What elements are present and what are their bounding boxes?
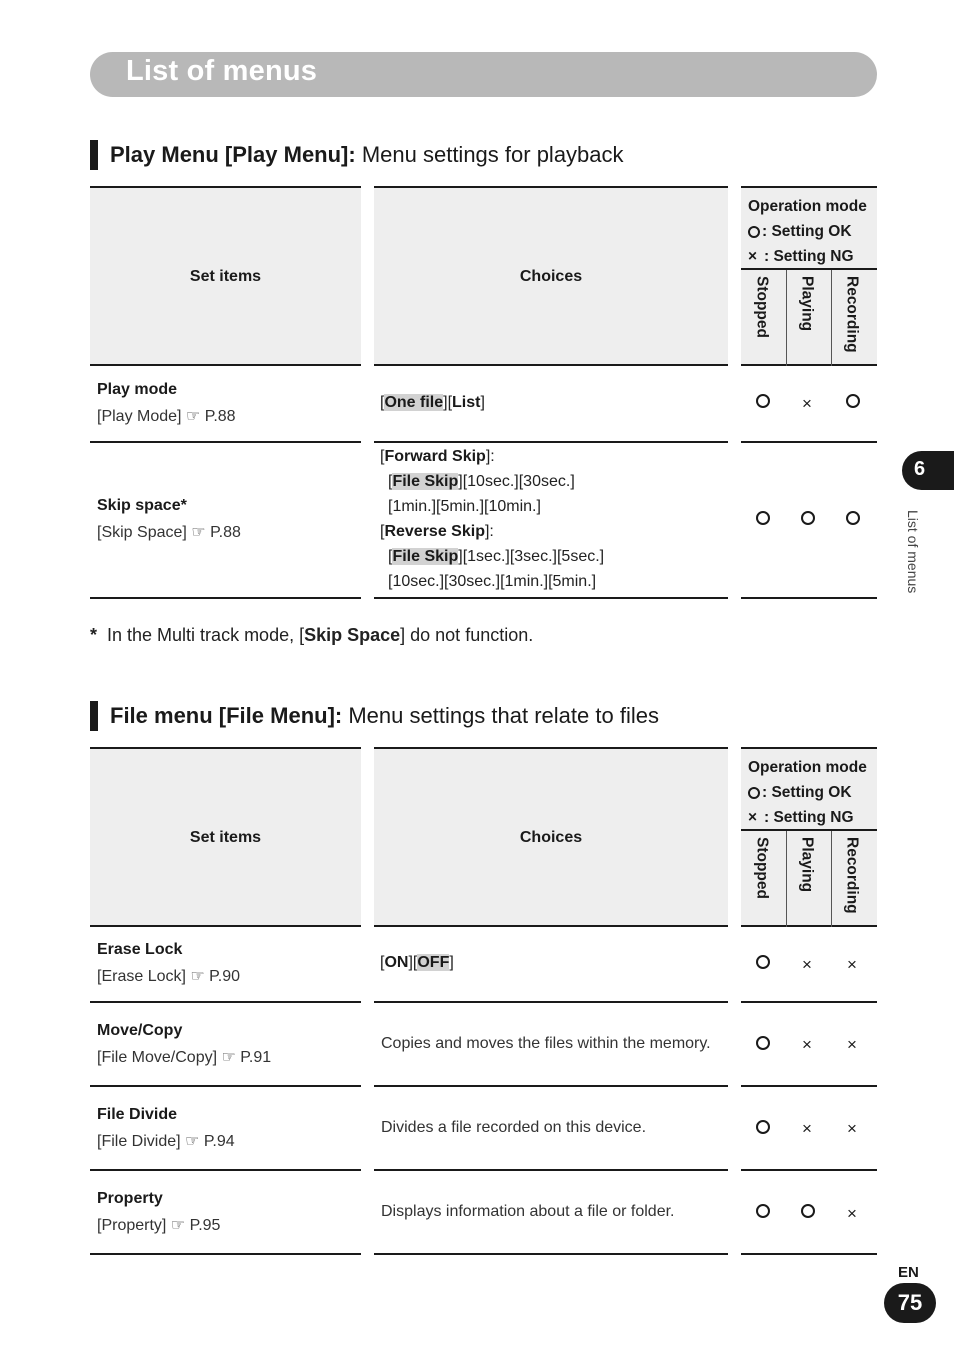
table-row-marks	[741, 443, 877, 599]
default-choice: File Skip	[392, 548, 459, 565]
cross-icon: ×	[847, 1204, 857, 1223]
item-name: File Divide	[97, 1106, 178, 1123]
row-description: Copies and moves the files within the memory.	[381, 1035, 711, 1052]
choice: List	[452, 394, 481, 411]
choices-header-label: Choices	[519, 829, 583, 846]
page-title: List of menus	[126, 55, 318, 87]
forward-skip-label: Forward Skip	[384, 448, 486, 465]
ok-legend	[748, 219, 867, 244]
circle-icon	[756, 394, 770, 408]
file-menu-heading-text	[110, 701, 659, 731]
heading-marker	[90, 140, 98, 170]
circle-icon	[846, 394, 860, 408]
row-description: Displays information about a file or folder.	[381, 1203, 675, 1220]
item-name: Play mode	[97, 381, 178, 398]
set-items-header-label: Set items	[189, 829, 262, 846]
row-description: Divides a file recorded on this device.	[381, 1119, 647, 1136]
item-ref: [Skip Space] ☞ P.88	[97, 524, 241, 541]
heading-marker	[90, 701, 98, 731]
circle-icon	[748, 226, 760, 238]
reverse-skip-label: Reverse Skip	[384, 523, 485, 540]
file-menu-heading-rest: Menu settings that relate to files	[342, 703, 659, 728]
language-label: EN	[898, 1264, 919, 1281]
default-choice: One file	[384, 394, 444, 411]
cross-icon: ×	[802, 1035, 812, 1054]
item-ref: [Property] ☞ P.95	[97, 1217, 221, 1234]
column-divider	[831, 270, 832, 366]
table-row-choices	[374, 927, 728, 1003]
operation-mode-header	[741, 747, 877, 927]
play-menu-heading-text	[110, 140, 624, 170]
cross-icon: ×	[802, 394, 812, 413]
choice-line: [One file][List]	[380, 394, 485, 411]
recording-header: Recording	[843, 276, 861, 353]
circle-icon	[748, 787, 760, 799]
ok-legend	[748, 780, 867, 805]
table-row-set-item	[90, 927, 361, 1003]
item-ref: [File Divide] ☞ P.94	[97, 1133, 235, 1150]
item-name: Erase Lock	[97, 941, 183, 958]
operation-mode-title: Operation mode	[748, 759, 867, 776]
cross-icon: ×	[847, 1035, 857, 1054]
table-row-marks	[741, 1003, 877, 1087]
operation-mode-legend	[748, 755, 867, 830]
cross-icon: ×	[802, 955, 812, 974]
footnote-pre: In the Multi track mode, [	[107, 625, 305, 645]
table-row-marks	[741, 927, 877, 1003]
play-menu-heading-rest: Menu settings for playback	[355, 142, 624, 167]
set-items-header	[90, 747, 361, 927]
file-menu-heading-bold: File menu [File Menu]:	[110, 703, 343, 728]
column-divider	[831, 831, 832, 927]
cross-icon: ×	[748, 809, 758, 826]
cross-icon: ×	[847, 955, 857, 974]
table-row-set-item	[90, 1171, 361, 1255]
page-title-bar	[90, 52, 877, 97]
default-choice: File Skip	[392, 473, 459, 490]
operation-mode-legend	[748, 194, 867, 269]
ok-legend-text: : Setting OK	[762, 223, 852, 240]
chapter-number: 6	[914, 458, 926, 480]
set-items-header-label: Set items	[189, 268, 262, 285]
playing-header: Playing	[798, 276, 816, 332]
circle-icon	[801, 1204, 815, 1218]
chapter-tab-label: List of menus	[905, 510, 921, 594]
table-row-marks	[741, 1087, 877, 1171]
table-row-choices	[374, 366, 728, 443]
column-divider	[786, 831, 787, 927]
item-ref: [Play Mode] ☞ P.88	[97, 408, 236, 425]
item-name: Property	[97, 1190, 163, 1207]
stopped-header: Stopped	[753, 837, 771, 899]
choice-line: [Forward Skip]:	[380, 448, 495, 465]
table-row-marks	[741, 1171, 877, 1255]
choices-header	[374, 747, 728, 927]
choice-line: [Reverse Skip]:	[380, 523, 494, 540]
column-divider	[786, 270, 787, 366]
operation-mode-header	[741, 186, 877, 366]
stopped-header: Stopped	[753, 276, 771, 338]
choice-line: [1min.][5min.][10min.]	[388, 498, 541, 515]
operation-mode-title: Operation mode	[748, 198, 867, 215]
choices-header	[374, 186, 728, 366]
default-choice: OFF	[417, 954, 450, 971]
set-items-header	[90, 186, 361, 366]
table-row-choices	[374, 1003, 728, 1087]
page-number: 75	[884, 1283, 936, 1323]
table-row-choices	[374, 443, 728, 599]
table-row-set-item	[90, 1003, 361, 1087]
operation-mode-divider	[741, 829, 877, 831]
ng-legend-text: : Setting NG	[764, 248, 854, 265]
choice-line: [File Skip][10sec.][30sec.]	[388, 473, 575, 490]
footnote-post: ] do not function.	[400, 625, 534, 645]
table-row-marks	[741, 366, 877, 443]
table-row-choices	[374, 1171, 728, 1255]
item-ref: [Erase Lock] ☞ P.90	[97, 968, 241, 985]
choice: ON	[384, 954, 409, 971]
choices-header-label: Choices	[519, 268, 583, 285]
table-row-set-item	[90, 1087, 361, 1171]
circle-icon	[756, 1120, 770, 1134]
circle-icon	[756, 1036, 770, 1050]
operation-mode-divider	[741, 268, 877, 270]
choice-line: [10sec.][30sec.][1min.][5min.]	[388, 573, 597, 590]
circle-icon	[756, 1204, 770, 1218]
cross-icon: ×	[748, 248, 758, 265]
recording-header: Recording	[843, 837, 861, 914]
choice-line: [File Skip][1sec.][3sec.][5sec.]	[388, 548, 605, 565]
ng-legend-text: : Setting NG	[764, 809, 854, 826]
item-ref: [File Move/Copy] ☞ P.91	[97, 1049, 272, 1066]
footnote-bold: Skip Space	[304, 625, 401, 645]
ng-legend	[748, 244, 867, 269]
ng-legend	[748, 805, 867, 830]
item-name: Skip space*	[97, 497, 187, 514]
table-row-set-item	[90, 366, 361, 443]
ok-legend-text: : Setting OK	[762, 784, 852, 801]
play-menu-heading-bold: Play Menu [Play Menu]:	[110, 142, 356, 167]
circle-icon	[801, 511, 815, 525]
choice-options: [10sec.][30sec.]	[462, 473, 575, 490]
circle-icon	[756, 511, 770, 525]
chapter-tab[interactable]	[902, 451, 954, 490]
footnote-star: *	[90, 625, 98, 645]
table-row-choices	[374, 1087, 728, 1171]
item-name: Move/Copy	[97, 1022, 183, 1039]
circle-icon	[846, 511, 860, 525]
choice-line: [ON][OFF]	[380, 954, 454, 971]
cross-icon: ×	[847, 1119, 857, 1138]
cross-icon: ×	[802, 1119, 812, 1138]
footnote	[90, 625, 533, 646]
playing-header: Playing	[798, 837, 816, 893]
table-row-set-item	[90, 443, 361, 599]
circle-icon	[756, 955, 770, 969]
choice-options: [1sec.][3sec.][5sec.]	[462, 548, 605, 565]
